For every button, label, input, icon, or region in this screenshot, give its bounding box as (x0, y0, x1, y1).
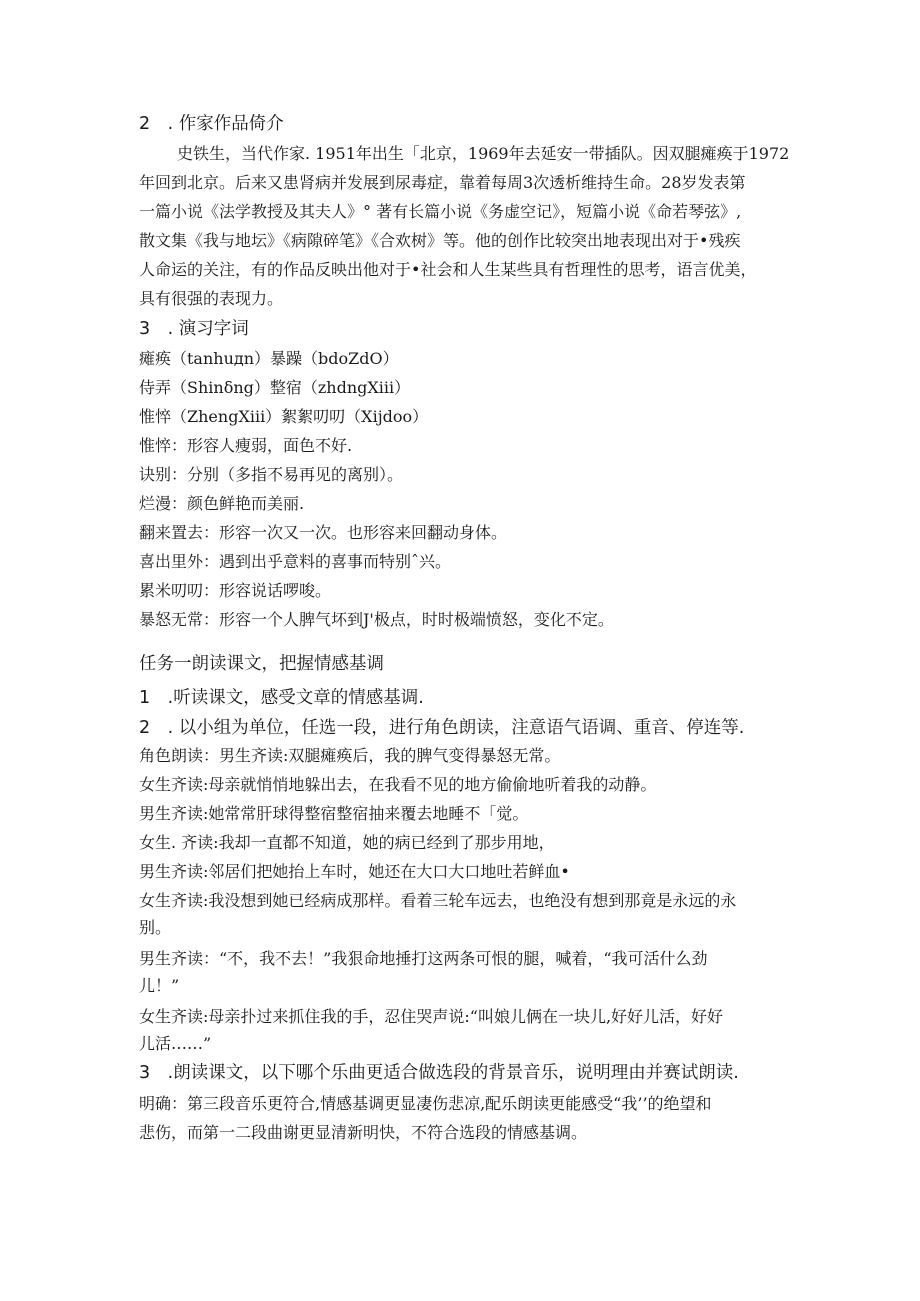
definition-line: 烂漫：颜色鲜艳而美丽. (139, 494, 305, 513)
role-reading-line: 女生齐读:母亲扑过来抓住我的手，忍住哭声说:“叫娘儿俩在一块儿,好好儿活，好好 (139, 1007, 724, 1026)
role-reading-line: 角色朗读：男生齐读:双腿瘫痪后，我的脾气变得暴怒无常。 (139, 746, 561, 765)
author-paragraph-line: 年回到北京。后来又患肾病并发展到尿毒症，靠着每周3次透析维持生命。28岁发表第 (139, 173, 746, 192)
role-reading-line: 女生齐读:我没想到她已经病成那样。看着三轮车远去，也绝没有想到那竟是永远的永 (139, 891, 737, 910)
role-reading-line: 女生齐读:母亲就悄悄地躲出去，在我看不见的地方偷偷地听着我的动静。 (139, 775, 657, 794)
pinyin-line: 侍弄（Shinδng）整宿（zhdngXiii） (139, 378, 411, 397)
role-reading-line: 儿活……” (139, 1034, 212, 1053)
definition-line: 喜出里外：遇到出乎意料的喜事而特别ˆ兴。 (139, 552, 452, 571)
task-question-1: 1 .听读课文，感受文章的情感基调. (139, 688, 424, 708)
pinyin-line: 瘫痪（tanhuдn）暴躁（bdoZdO） (139, 349, 399, 368)
role-reading-line: 男生齐读:她常常肝球得整宿整宿抽来覆去地睡不「觉。 (139, 804, 529, 823)
definition-line: 惟悴：形容人瘦弱，面色不好. (139, 436, 353, 455)
section-heading-author: 2 . 作家作品倚介 (139, 114, 284, 134)
author-paragraph-line: 具有很强的表现力。 (139, 289, 284, 308)
definition-line: 翻来置去：形容一次又一次。也形容来回翻动身体。 (139, 523, 508, 542)
pinyin-line: 惟悴（ZhengXiii）絮絮叨叨（Xijdoo） (139, 407, 429, 426)
role-reading-line: 男生齐读：“不，我不去！”我狠命地捶打这两条可恨的腿，喊着，“我可活什么劲 (139, 949, 708, 968)
role-reading-line: 男生齐读:邻居们把她抬上车时，她还在大口大口地吐若鲜血• (139, 862, 570, 881)
role-reading-line: 别。 (139, 918, 172, 937)
task-title: 任务一朗读课文，把握情感基调 (139, 654, 384, 674)
author-paragraph-line: 史铁生，当代作家. 1951年出生「北京，1969年去延安一带插队。因双腿瘫痪于1972 (177, 144, 790, 163)
author-paragraph-line: 人命运的关注，有的作品反映出他对于•社会和人生某些具有哲理性的思考，语言优美， (139, 260, 757, 279)
answer-line: 悲伤，而第一二段曲谢更显清新明快，不符合选段的情感基调。 (139, 1123, 588, 1142)
role-reading-line: 儿！” (139, 976, 180, 995)
section-heading-vocab: 3 . 演习字词 (139, 319, 249, 339)
task-question-2: 2 . 以小组为单位，任选一段，进行角色朗读，注意语气语调、重音、停连等. (139, 718, 745, 738)
definition-line: 诀别：分别（多指不易再见的离别）。 (139, 465, 404, 484)
author-paragraph-line: 散文集《我与地坛》《病隙碎笔》《合欢树》等。他的创作比较突出地表现出对于•残疾 (139, 231, 741, 250)
definition-line: 暴怒无常：形容一个人脾气坏到J'极点，时时极端愤怒，变化不定。 (139, 610, 614, 629)
answer-line: 明确：第三段音乐更符合,情感基调更显凄伤悲凉,配乐朗读更能感受“我’’的绝望和 (139, 1094, 712, 1113)
task-question-3: 3 .朗读课文，以下哪个乐曲更适合做选段的背景音乐，说明理由并赛试朗读. (139, 1063, 739, 1083)
role-reading-line: 女生. 齐读:我却一直都不知道，她的病已经到了那步用地， (139, 833, 555, 852)
definition-line: 累米叨叨：形容说话啰唆。 (139, 581, 332, 600)
author-paragraph-line: 一篇小说《法学教授及其夫人》° 著有长篇小说《务虚空记》，短篇小说《命若琴弦》, (139, 202, 742, 221)
